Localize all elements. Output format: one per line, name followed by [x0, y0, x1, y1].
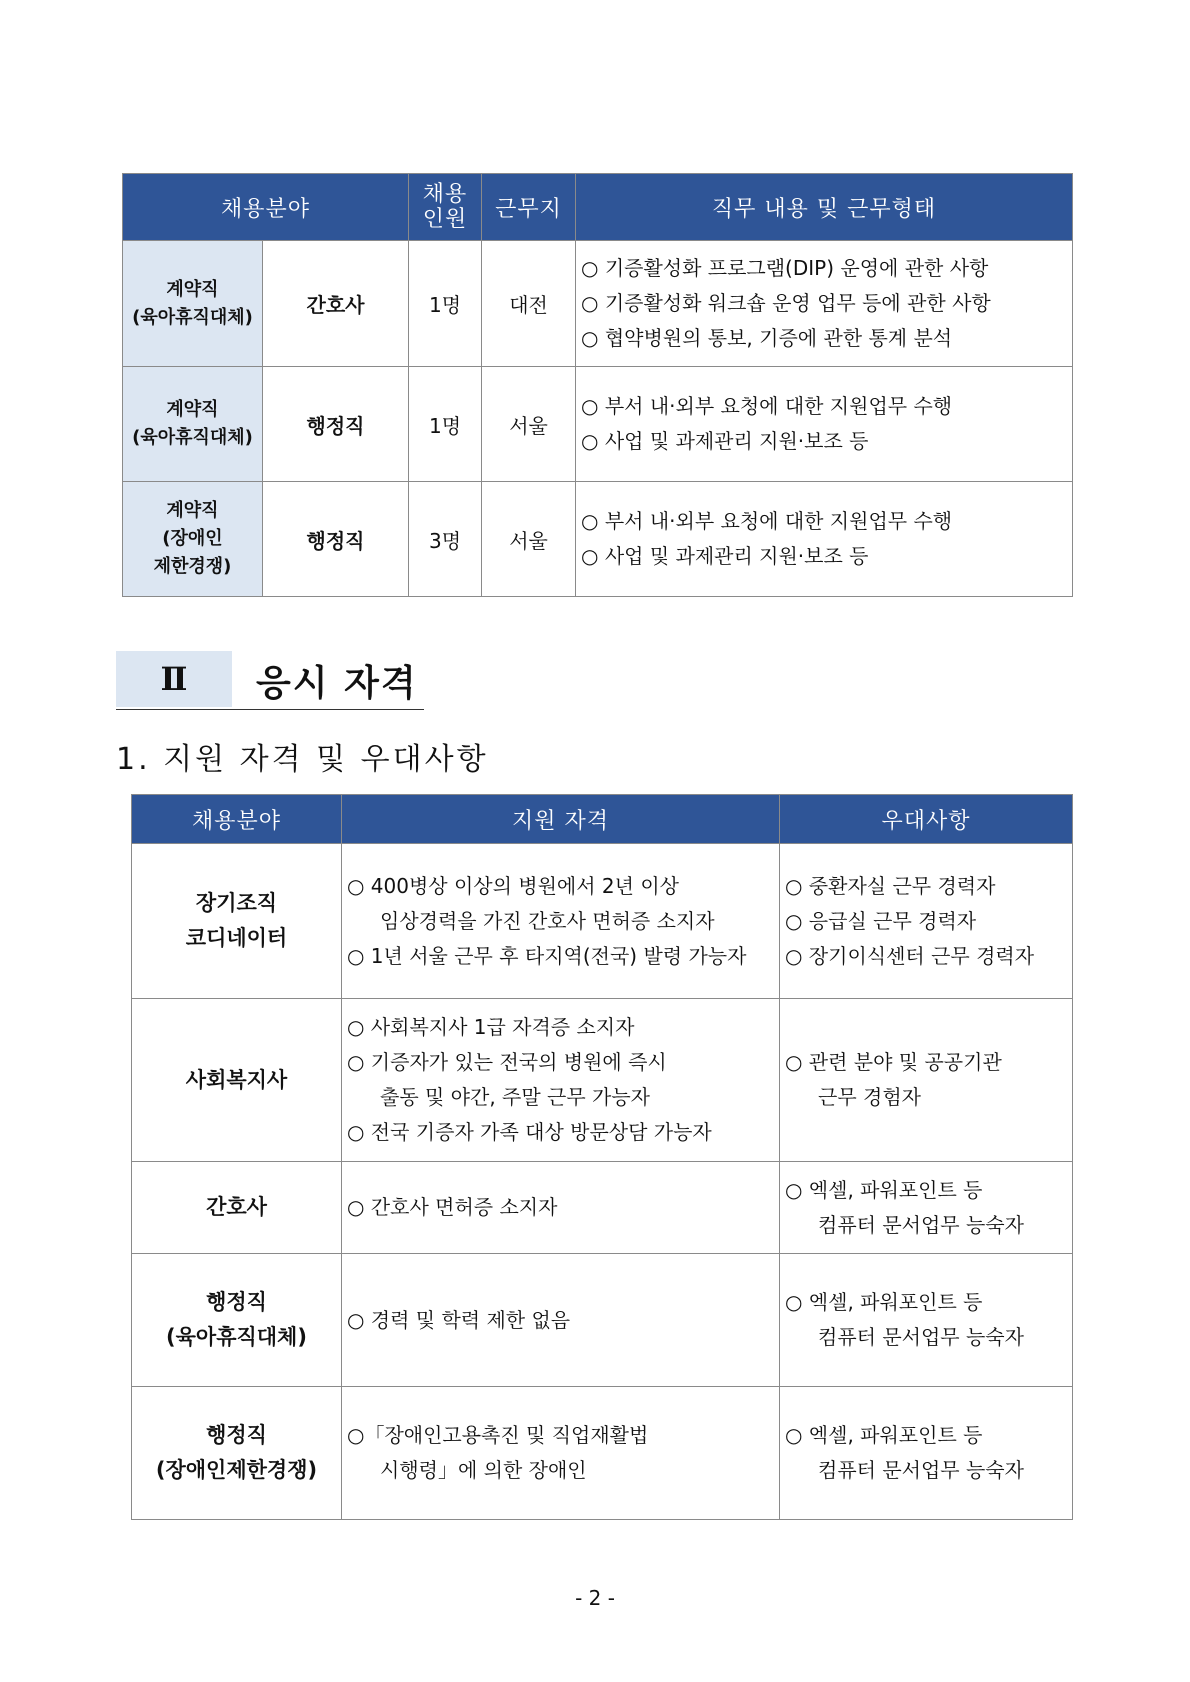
- header-location: 근무지: [482, 174, 576, 241]
- subsection-title: 1. 지원 자격 및 우대사항: [116, 742, 489, 777]
- header-qualification: 지원 자격: [342, 795, 780, 844]
- recruit-field: [132, 1162, 342, 1254]
- preference-cell: [780, 999, 1073, 1162]
- preference-item: 컴퓨터 문서업무 능숙자: [818, 1212, 1024, 1237]
- section-number: Ⅱ: [116, 651, 232, 707]
- preference-item: 컴퓨터 문서업무 능숙자: [818, 1325, 1024, 1349]
- table-row: [123, 241, 1073, 367]
- qualification-item: ○ 전국 기증자 가족 대상 방문상담 가능자: [347, 1120, 712, 1144]
- work-location: 서울: [482, 482, 576, 597]
- table-row: [132, 844, 1073, 999]
- employment-type: [123, 367, 263, 482]
- qualifications-table-header: [132, 795, 1073, 844]
- header-headcount: [409, 174, 482, 241]
- recruit-field-line: 장기조직: [195, 891, 278, 915]
- header-duties: 직무 내용 및 근무형태: [576, 174, 1073, 241]
- employment-type-line: 계약직: [166, 278, 219, 300]
- recruit-field-line: 간호사: [206, 1195, 267, 1219]
- recruit-field: [132, 1387, 342, 1520]
- qualification-item: ○ 사회복지사 1급 자격증 소지자: [347, 1015, 635, 1039]
- preference-item: ○ 응급실 근무 경력자: [785, 908, 977, 933]
- duty-item: ○ 기증활성화 프로그램(DIP) 운영에 관한 사항: [581, 256, 989, 280]
- qualification-item: ○ 기증자가 있는 전국의 병원에 즉시: [347, 1050, 667, 1074]
- preference-cell: [780, 1387, 1073, 1520]
- qualification-cell: [342, 1387, 780, 1520]
- preference-item: ○ 장기이식센터 근무 경력자: [785, 943, 1035, 968]
- qualification-item: 임상경력을 가진 간호사 면허증 소지자: [380, 908, 715, 933]
- job-title: 간호사: [263, 241, 409, 367]
- preference-cell: [780, 844, 1073, 999]
- header-preference: 우대사항: [780, 795, 1073, 844]
- header-headcount-line1: 채용: [422, 182, 468, 207]
- qualification-item: ○ 경력 및 학력 제한 없음: [347, 1307, 571, 1332]
- employment-type-line: (육아휴직대체): [132, 306, 253, 328]
- recruit-field-line: 사회복지사: [185, 1067, 288, 1092]
- recruit-field-line: (육아휴직대체): [166, 1325, 307, 1349]
- qualification-item: 시행령」에 의한 장애인: [380, 1458, 587, 1482]
- duty-item: ○ 부서 내·외부 요청에 대한 지원업무 수행: [581, 509, 953, 533]
- recruit-field-line: 코디네이터: [185, 926, 288, 950]
- qualification-item: ○ 400병상 이상의 병원에서 2년 이상: [347, 873, 679, 898]
- employment-type-line: (장애인: [162, 528, 223, 550]
- qualification-cell: [342, 844, 780, 999]
- section-heading: [116, 651, 424, 710]
- table-row: [123, 367, 1073, 482]
- duty-item: ○ 기증활성화 워크숍 운영 업무 등에 관한 사항: [581, 291, 991, 315]
- preference-item: ○ 중환자실 근무 경력자: [785, 873, 996, 898]
- header-field: 채용분야: [123, 174, 409, 241]
- recruitment-table: [122, 173, 1073, 597]
- preference-item: ○ 엑셀, 파워포인트 등: [785, 1290, 983, 1314]
- preference-item: 컴퓨터 문서업무 능숙자: [818, 1458, 1024, 1482]
- table-row: [132, 1387, 1073, 1520]
- headcount: 1명: [409, 367, 482, 482]
- qualification-item: ○ 간호사 면허증 소지자: [347, 1195, 558, 1219]
- duty-item: ○ 사업 및 과제관리 지원·보조 등: [581, 544, 869, 568]
- duty-item: ○ 협약병원의 통보, 기증에 관한 통계 분석: [581, 326, 953, 350]
- section-title: 응시 자격: [256, 663, 418, 704]
- employment-type: [123, 241, 263, 367]
- recruit-field-line: 행정직: [206, 1290, 267, 1314]
- work-location: 대전: [482, 241, 576, 367]
- headcount: 3명: [409, 482, 482, 597]
- duty-item: ○ 부서 내·외부 요청에 대한 지원업무 수행: [581, 394, 953, 418]
- preference-cell: [780, 1162, 1073, 1254]
- preference-item: ○ 관련 분야 및 공공기관: [785, 1050, 1002, 1074]
- recruit-field: [132, 1254, 342, 1387]
- recruitment-table-header: [123, 174, 1073, 241]
- preference-item: ○ 엑셀, 파워포인트 등: [785, 1177, 983, 1202]
- preference-cell: [780, 1254, 1073, 1387]
- qualification-cell: [342, 1162, 780, 1254]
- qualification-item: 출동 및 야간, 주말 근무 가능자: [380, 1085, 650, 1109]
- preference-item: 근무 경험자: [818, 1085, 921, 1109]
- recruit-field: [132, 999, 342, 1162]
- work-location: 서울: [482, 367, 576, 482]
- recruit-field: [132, 844, 342, 999]
- qualification-item: ○ 1년 서울 근무 후 타지역(전국) 발령 가능자: [347, 943, 747, 968]
- table-row: [132, 1254, 1073, 1387]
- employment-type-line: (육아휴직대체): [132, 427, 253, 448]
- headcount: 1명: [409, 241, 482, 367]
- page-number: - 2 -: [575, 1586, 615, 1610]
- qualifications-table: [131, 794, 1073, 1520]
- duties-cell: [576, 367, 1073, 482]
- duty-item: ○ 사업 및 과제관리 지원·보조 등: [581, 429, 869, 453]
- preference-item: ○ 엑셀, 파워포인트 등: [785, 1423, 983, 1447]
- job-title: 행정직: [263, 482, 409, 597]
- qualification-cell: [342, 999, 780, 1162]
- employment-type: [123, 482, 263, 597]
- employment-type-line: 계약직: [166, 399, 219, 421]
- header-field: 채용분야: [132, 795, 342, 844]
- table-row: [132, 999, 1073, 1162]
- job-title: 행정직: [263, 367, 409, 482]
- recruit-field-line: (장애인제한경쟁): [155, 1458, 318, 1482]
- duties-cell: [576, 482, 1073, 597]
- table-row: [132, 1162, 1073, 1254]
- recruit-field-line: 행정직: [206, 1423, 267, 1447]
- qualification-cell: [342, 1254, 780, 1387]
- employment-type-line: 제한경쟁): [153, 555, 232, 577]
- header-headcount-line2: 인원: [422, 207, 468, 232]
- duties-cell: [576, 241, 1073, 367]
- qualification-item: ○「장애인고용촉진 및 직업재활법: [347, 1423, 649, 1447]
- employment-type-line: 계약직: [166, 500, 219, 522]
- table-row: [123, 482, 1073, 597]
